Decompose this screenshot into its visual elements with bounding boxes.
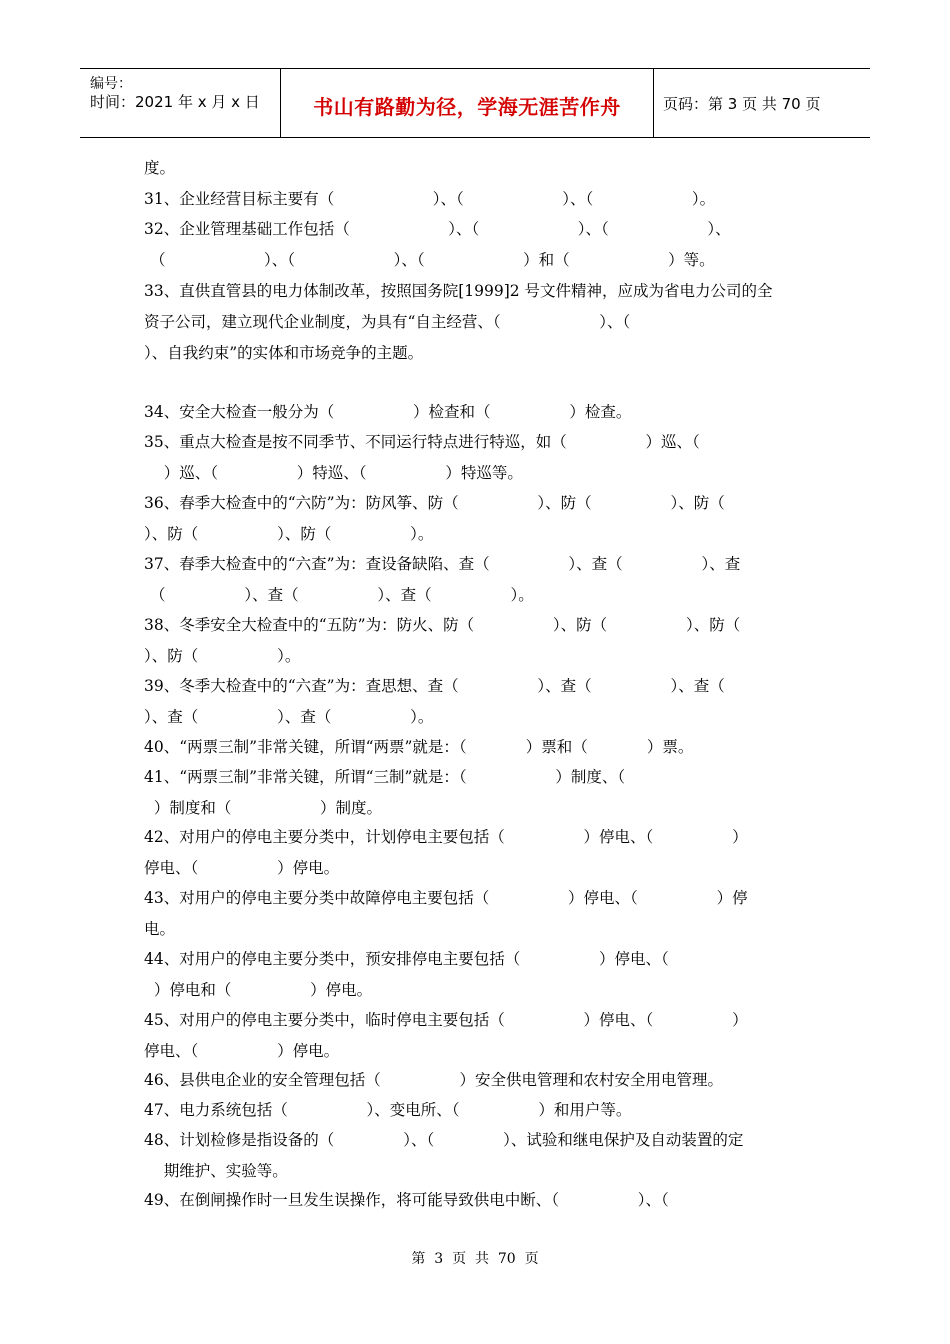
text-line: ）、查（ ）、查（ ）。 [144,708,434,726]
question-38: 38、冬季安全大检查中的“五防”为：防火、防（ ）、防（ ）、防（ [144,616,741,634]
question-49: 49、在倒闸操作时一旦发生误操作，将可能导致供电中断、（ ）、（ [144,1191,669,1209]
question-35: 35、重点大检查是按不同季节、不同运行特点进行特巡，如（ ）巡、（ [144,433,700,451]
page-footer: 第 3 页 共 70 页 [411,1251,539,1267]
date-label: 时间：2021 年 x 月 x 日 [90,93,260,111]
text-line: 度。 [144,159,176,177]
question-48: 48、计划检修是指设备的（ ）、（ ）、试验和继电保护及自动装置的定 [144,1131,744,1149]
text-line: 电。 [144,920,176,938]
question-33: 33、直供直管县的电力体制改革，按照国务院[1999]2 号文件精神，应成为省电力公司的全 [144,282,773,300]
header-left-cell [80,69,280,137]
header-center-cell [280,69,654,137]
question-31: 31、企业经营目标主要有（ ）、（ ）、（ ）。 [144,190,716,208]
document-header [80,68,870,138]
text-line: （ ）、查（ ）、查（ ）。 [150,586,534,604]
header-page-info: 页码：第 3 页 共 70 页 [663,95,821,113]
question-39: 39、冬季大检查中的“六查”为：查思想、查（ ）、查（ ）、查（ [144,677,725,695]
question-41: 41、“两票三制”非常关键，所谓“三制”就是：（ ）制度、（ [144,768,626,786]
text-line: ）、自我约束”的实体和市场竞争的主题。 [144,344,424,362]
question-32: 32、企业管理基础工作包括（ ）、（ ）、（ ）、 [144,220,731,238]
question-45: 45、对用户的停电主要分类中，临时停电主要包括（ ）停电、（ ） [144,1011,748,1029]
text-line: 资子公司，建立现代企业制度，为具有“自主经营、（ ）、（ [144,313,631,331]
text-line: ）停电和（ ）停电。 [144,981,373,999]
question-37: 37、春季大检查中的“六查”为：查设备缺陷、查（ ）、查（ ）、查 [144,555,741,573]
text-line: ）制度和（ ）制度。 [144,799,383,817]
question-40: 40、“两票三制”非常关键，所谓“两票”就是：（ ）票和（ ）票。 [144,738,694,756]
question-34: 34、安全大检查一般分为（ ）检查和（ ）检查。 [144,403,632,421]
text-line: 期维护、实验等。 [144,1162,288,1180]
question-46: 46、县供电企业的安全管理包括（ ）安全供电管理和农村安全用电管理。 [144,1071,724,1089]
serial-number-label: 编号： [90,76,132,92]
text-line: （ ）、（ ）、（ ）和（ ）等。 [150,251,715,269]
question-36: 36、春季大检查中的“六防”为：防风筝、防（ ）、防（ ）、防（ [144,494,725,512]
question-43: 43、对用户的停电主要分类中故障停电主要包括（ ）停电、（ ）停 [144,889,748,907]
header-right-cell [653,69,870,137]
text-line: ）巡、（ ）特巡、（ ）特巡等。 [144,464,523,482]
header-motto: 书山有路勤为径，学海无涯苦作舟 [313,95,621,119]
question-44: 44、对用户的停电主要分类中，预安排停电主要包括（ ）停电、（ [144,950,669,968]
text-line: ）、防（ ）。 [144,647,301,665]
text-line: 停电、（ ）停电。 [144,1042,340,1060]
text-line: 停电、（ ）停电。 [144,859,340,877]
question-42: 42、对用户的停电主要分类中，计划停电主要包括（ ）停电、（ ） [144,828,748,846]
text-line: ）、防（ ）、防（ ）。 [144,525,434,543]
question-47: 47、电力系统包括（ ）、变电所、（ ）和用户等。 [144,1101,632,1119]
